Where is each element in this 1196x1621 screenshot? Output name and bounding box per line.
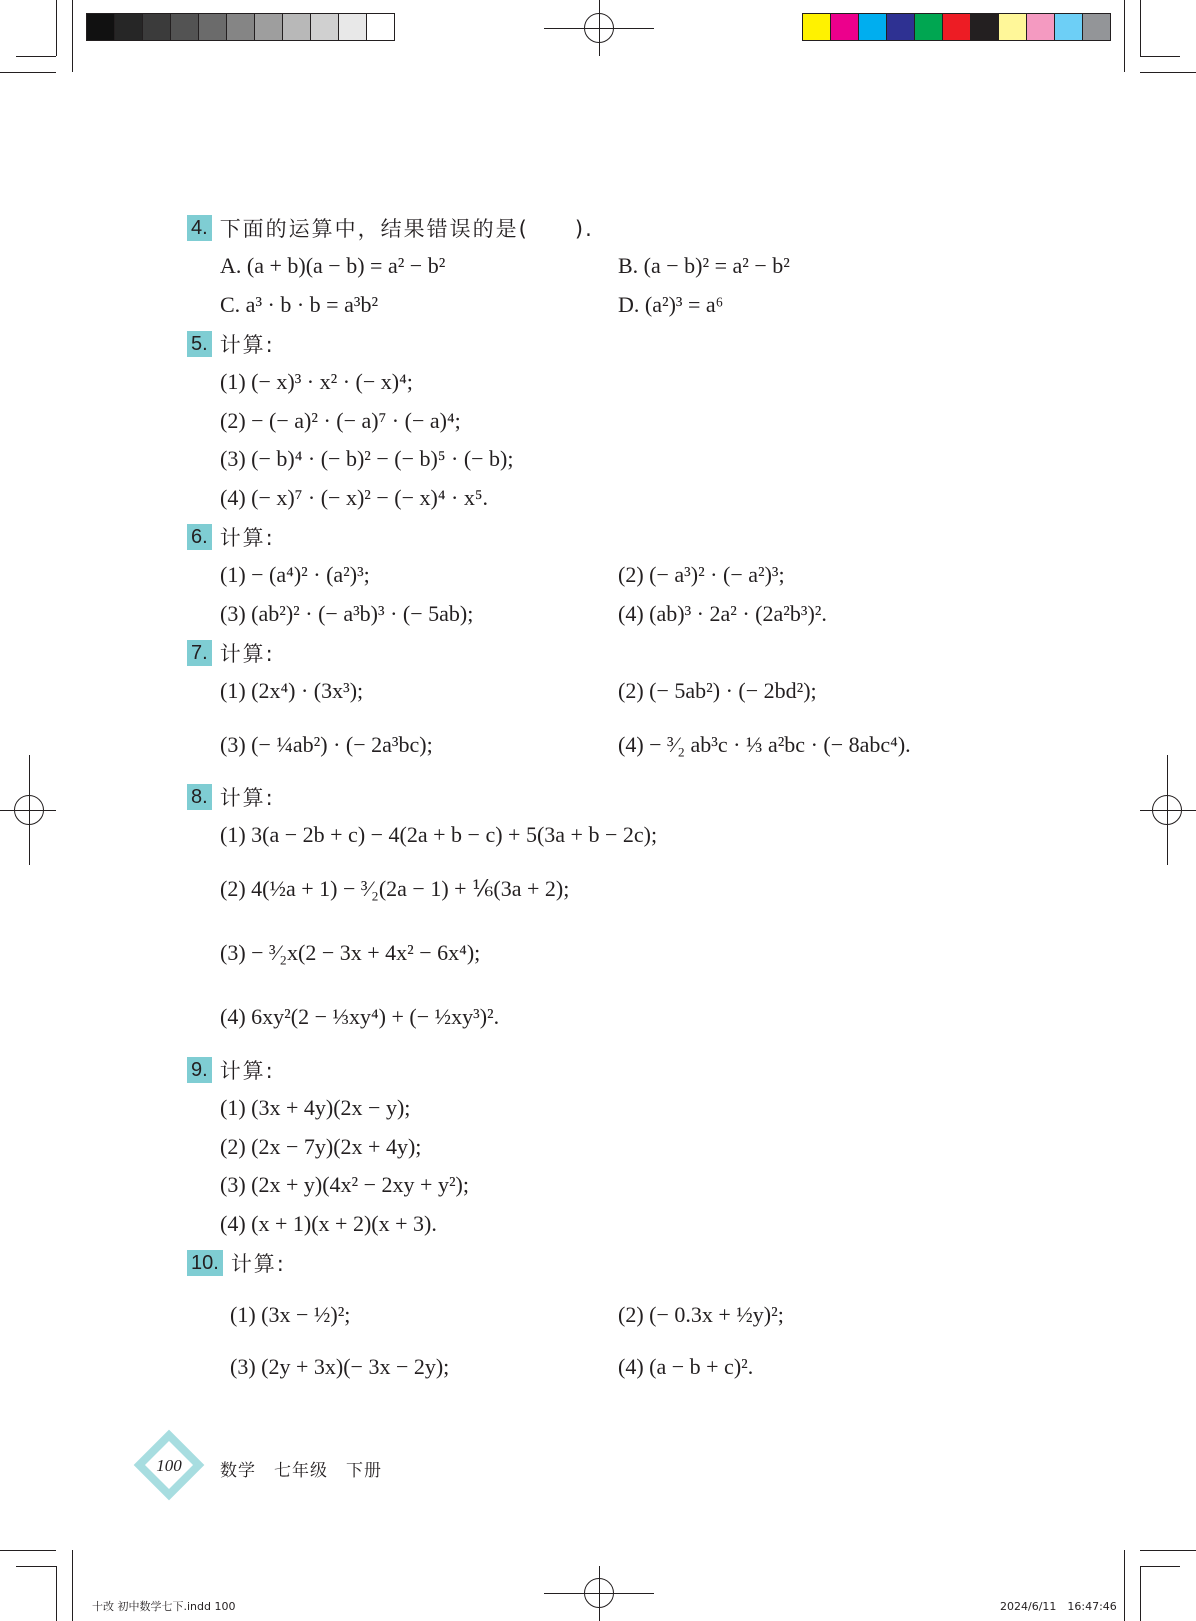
crop-mark	[1140, 72, 1196, 73]
gray-swatch	[170, 13, 199, 41]
sub-item: (1) (3x + 4y)(2x − y);	[220, 1095, 411, 1120]
crop-mark	[1140, 1566, 1141, 1621]
gray-swatch	[86, 13, 115, 41]
sub-item: (4) (ab)³ · 2a² · (2a²b³)².	[618, 601, 827, 626]
sub-item: (2) (− a³)² · (− a²)³;	[618, 562, 785, 587]
gray-swatch	[310, 13, 339, 41]
option-d: D. (a²)³ = a⁶	[618, 292, 724, 317]
sub-item: (3) (2y + 3x)(− 3x − 2y);	[230, 1354, 450, 1379]
question-9	[187, 1053, 275, 1087]
sub-item: (1) 3(a − 2b + c) − 4(2a + b − c) + 5(3a + b − 2c);	[220, 822, 658, 847]
question-number: 9.	[187, 1057, 212, 1083]
gray-swatch	[226, 13, 255, 41]
crop-mark	[56, 1566, 57, 1621]
sub-item: (3) (− ¼ab²) · (− 2a³bc);	[220, 732, 433, 757]
crop-mark	[0, 72, 56, 73]
sub-item: (4) (− x)⁷ · (− x)² − (− x)⁴ · x⁵.	[220, 485, 488, 510]
sub-item: (3) (ab²)² · (− a³b)³ · (− 5ab);	[220, 601, 474, 626]
question-number: 7.	[187, 640, 212, 666]
question-number: 8.	[187, 784, 212, 810]
option-a: A. (a + b)(a − b) = a² − b²	[220, 253, 446, 278]
color-swatch	[1054, 13, 1083, 41]
question-text: 计算:	[219, 526, 275, 550]
question-text: 计算:	[219, 786, 275, 810]
question-6	[187, 520, 275, 554]
color-swatch	[998, 13, 1027, 41]
slug-timestamp: 2024/6/11 16:47:46	[1000, 1600, 1117, 1613]
registration-line	[29, 755, 30, 865]
page-number: 100	[156, 1456, 182, 1475]
sub-item: (4) − ³⁄₂ ab³c · ⅓ a²bc · (− 8abc⁴).	[618, 732, 911, 757]
question-4	[187, 211, 594, 245]
sub-item: (3) (− b)⁴ · (− b)² − (− b)⁵ · (− b);	[220, 446, 514, 471]
sub-item: (2) 4(½a + 1) − ³⁄₂(2a − 1) + ⅙(3a + 2);	[220, 876, 570, 901]
gray-swatch	[142, 13, 171, 41]
question-text: 计算:	[230, 1252, 286, 1276]
registration-line	[1140, 810, 1196, 811]
color-swatch	[1026, 13, 1055, 41]
crop-mark	[16, 56, 56, 57]
question-number: 6.	[187, 524, 212, 550]
question-number: 5.	[187, 331, 212, 357]
color-swatch	[830, 13, 859, 41]
color-swatch	[1082, 13, 1111, 41]
sub-item: (4) (x + 1)(x + 2)(x + 3).	[220, 1211, 437, 1236]
gray-swatch	[366, 13, 395, 41]
sub-item: (1) (3x − ½)²;	[230, 1302, 351, 1327]
sub-item: (1) (− x)³ · x² · (− x)⁴;	[220, 369, 413, 394]
registration-line	[599, 1566, 600, 1621]
option-c: C. a³ · b · b = a³b²	[220, 292, 379, 317]
question-number: 4.	[187, 215, 212, 241]
slug-file: 十改 初中数学七下.indd 100	[92, 1600, 236, 1613]
gray-swatch	[114, 13, 143, 41]
color-swatch	[858, 13, 887, 41]
question-8	[187, 780, 275, 814]
color-swatch	[942, 13, 971, 41]
question-text: 计算:	[219, 333, 275, 357]
sub-item: (4) (a − b + c)².	[618, 1354, 754, 1379]
sub-item: (2) (− 0.3x + ½y)²;	[618, 1302, 784, 1327]
crop-mark	[0, 1550, 56, 1551]
registration-line	[0, 810, 56, 811]
crop-mark	[56, 0, 57, 56]
question-10	[187, 1246, 286, 1280]
sub-item: (4) 6xy²(2 − ⅓xy⁴) + (− ½xy³)².	[220, 1004, 500, 1029]
crop-mark	[1124, 0, 1125, 72]
sub-item: (3) (2x + y)(4x² − 2xy + y²);	[220, 1172, 469, 1197]
crop-mark	[1140, 0, 1141, 56]
crop-mark	[1140, 1550, 1196, 1551]
sub-item: (3) − ³⁄₂x(2 − 3x + 4x² − 6x⁴);	[220, 940, 481, 965]
sub-item: (2) (2x − 7y)(2x + 4y);	[220, 1134, 422, 1159]
sub-item: (1) − (a⁴)² · (a²)³;	[220, 562, 370, 587]
color-swatch	[914, 13, 943, 41]
crop-mark	[1124, 1550, 1125, 1621]
question-text: 下面的运算中，结果错误的是( ).	[219, 217, 594, 241]
registration-line	[1167, 755, 1168, 865]
gray-swatch	[282, 13, 311, 41]
color-swatch	[970, 13, 999, 41]
crop-mark	[1140, 56, 1180, 57]
sub-item: (1) (2x⁴) · (3x³);	[220, 678, 364, 703]
gray-swatch	[254, 13, 283, 41]
option-b: B. (a − b)² = a² − b²	[618, 253, 790, 278]
question-text: 计算:	[219, 642, 275, 666]
sub-item: (2) − (− a)² · (− a)⁷ · (− a)⁴;	[220, 408, 461, 433]
question-text: 计算:	[219, 1059, 275, 1083]
color-swatch	[886, 13, 915, 41]
question-number: 10.	[187, 1250, 223, 1276]
crop-mark	[72, 0, 73, 72]
registration-line	[599, 0, 600, 56]
crop-mark	[72, 1550, 73, 1621]
color-swatch	[802, 13, 831, 41]
sub-item: (2) (− 5ab²) · (− 2bd²);	[618, 678, 817, 703]
book-title: 数学 七年级 下册	[220, 1461, 382, 1481]
gray-swatch	[198, 13, 227, 41]
question-7	[187, 636, 275, 670]
gray-swatch	[338, 13, 367, 41]
crop-mark	[16, 1566, 56, 1567]
crop-mark	[1140, 1566, 1180, 1567]
question-5	[187, 327, 275, 361]
